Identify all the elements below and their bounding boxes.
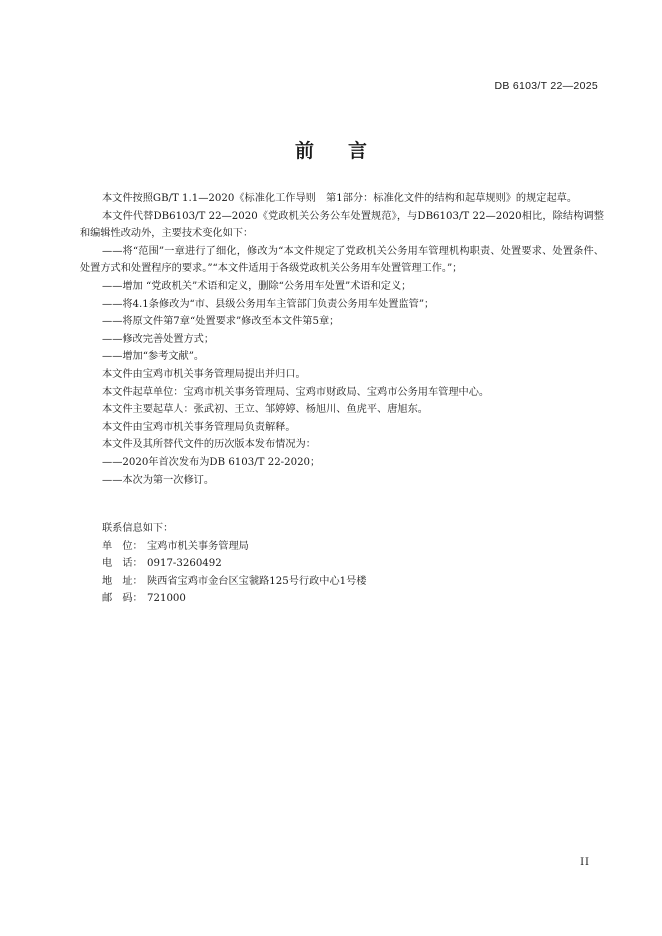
- title-char-2: 言: [348, 140, 368, 162]
- contact-heading: 联系信息如下：: [102, 523, 174, 534]
- contact-label: 单 位：: [102, 540, 143, 552]
- paragraph-proposer: 本文件由宝鸡市机关事务管理局提出并归口。: [102, 368, 306, 380]
- contact-row-unit: [102, 538, 367, 556]
- page-title: [0, 136, 662, 163]
- foreword-body: [80, 190, 604, 489]
- contact-row-postcode: [102, 590, 367, 608]
- change-item-terms: ——增加 “党政机关”术语和定义，删除“公务用车处置”术语和定义；: [102, 280, 412, 292]
- contact-label: 电 话：: [102, 558, 143, 570]
- change-item-clause-4-1: ——将4.1条修改为“市、县级公务用车主管部门负责公务用车处置监管”；: [102, 298, 435, 310]
- contact-value: 宝鸡市机关事务管理局: [147, 540, 249, 552]
- paragraph-replacement: 本文件代替DB6103/T 22—2020《党政机关公务公车处置规范》，与DB6103/T 22—2020相比，除结构调整和编辑性改动外，主要技术变化如下：: [80, 210, 604, 240]
- paragraph-version-history: 本文件及其所替代文件的历次版本发布情况为：: [102, 439, 316, 451]
- contact-value: 721000: [147, 593, 186, 605]
- contact-row-address: [102, 573, 367, 591]
- contact-label: 地 址：: [102, 575, 143, 587]
- contact-label: 邮 码：: [102, 593, 143, 605]
- paragraph-interpretation: 本文件由宝鸡市机关事务管理局负责解释。: [102, 421, 296, 433]
- paragraph-drafting-rules: 本文件按照GB/T 1.1—2020《标准化工作导则 第1部分：标准化文件的结构和起草规则》的规定起草。: [102, 193, 578, 204]
- version-item-revision: ——本次为第一次修订。: [102, 474, 215, 486]
- change-item-scope: ——将“范围”一章进行了细化，修改为“本文件规定了党政机关公务用车管理机构职责、处置要求、处置条件、处置方式和处置程序的要求。”“本文件适用于各级党政机关公务用车处置管理工作。”；: [80, 245, 604, 275]
- paragraph-drafting-units: 本文件起草单位：宝鸡市机关事务管理局、宝鸡市财政局、宝鸡市公务用车管理中心。: [102, 386, 490, 398]
- contact-value: 0917-3260492: [147, 558, 222, 570]
- page-number: II: [580, 857, 590, 868]
- document-code: DB 6103/T 22—2025: [494, 80, 598, 92]
- title-char-1: 前: [294, 140, 314, 162]
- change-item-disposal-methods: ——修改完善处置方式；: [102, 333, 215, 345]
- contact-value: 陕西省宝鸡市金台区宝虢路125号行政中心1号楼: [147, 575, 367, 587]
- contact-row-phone: [102, 555, 367, 573]
- paragraph-drafters: 本文件主要起草人：张武初、王立、邹婷婷、杨旭川、鱼虎平、唐旭东。: [102, 404, 428, 416]
- version-item-2020: ——2020年首次发布为DB 6103/T 22-2020；: [102, 456, 321, 468]
- contact-info: [102, 520, 367, 608]
- change-item-chapter-7: ——将原文件第7章“处置要求”修改至本文件第5章；: [102, 316, 340, 328]
- change-item-references: ——增加“参考文献”。: [102, 351, 205, 363]
